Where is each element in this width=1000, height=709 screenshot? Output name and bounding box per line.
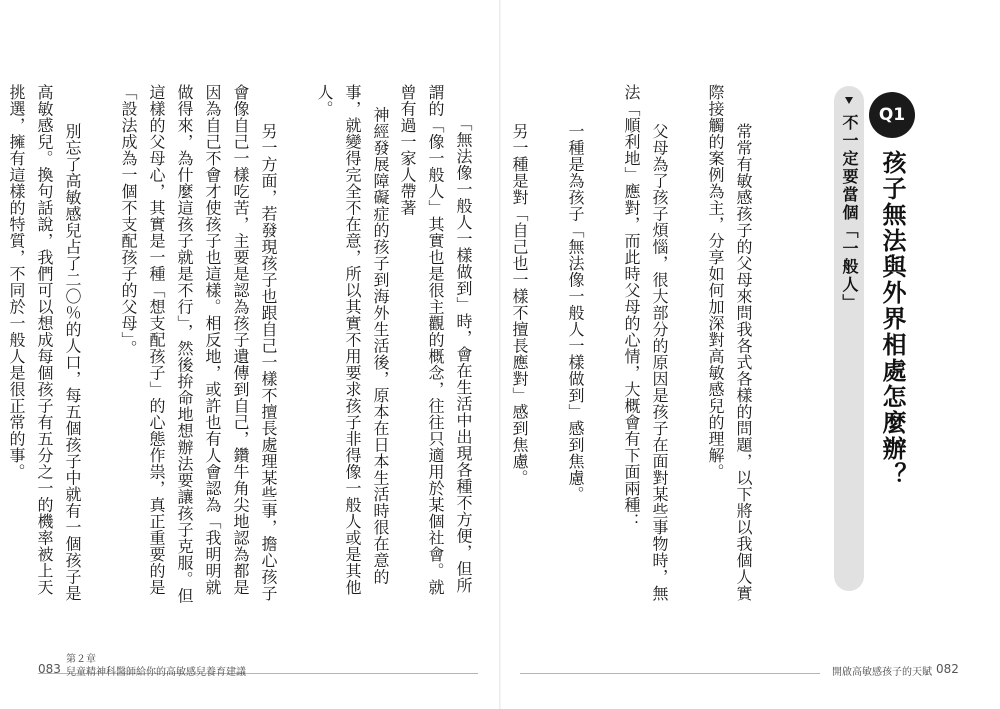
paragraph: 另一種是對「自己也一樣不擅長應對」感到焦慮。 [510,106,529,486]
page-number-left: 083 [38,662,61,676]
right-footer-rule [520,673,820,674]
paragraph: 常常有敏感孩子的父母來問我各式各樣的問題，以下將以我個人實際接觸的案例為主，分享如何加深對高敏感兒的理解。 [706,84,753,602]
page-number-right: 082 [936,662,959,676]
paragraph: 別忘了高敏感兒占了二〇％的人口，每五個孩子中就有一個孩子是高敏感兒。換句話說，我們可以想成每個孩子有五分之一的機率被上天挑選，擁有這樣的特質，不同於一般人是很正常的事。 [7,84,82,602]
paragraph: 另一方面，若發現孩子也跟自己一樣不擅長處理某些事，擔心孩子會像自己一樣吃苦，主要是認為孩子遺傳到自己，鑽牛角尖地認為都是因為自己不會才使孩子也這樣。相反地，或許也有人會認為「我明明就做得來，為什麼這孩子就是不行」，然後拚命地想辦法要讓孩子克服。但這樣的父母心，其實是一種「想支配孩子」的心態作祟，真正重要的是「設法成為一個不支配孩子的父母」。 [119,84,278,604]
paragraph: 父母為了孩子煩惱，很大部分的原因是孩子在面對某些事物時，無法「順利地」應對，而此時父母的心情，大概會有下面兩種： [622,84,669,602]
question-badge: Q1 [869,92,915,138]
paragraph: 一種是為孩子「無法像一般人一樣做到」感到焦慮。 [566,106,585,503]
paragraph: 神經發展障礙症的孩子到海外生活後，原本在日本生活時很在意的事，就變得完全不在意，所以其實不用要求孩子非得像一般人或是其他人。 [315,84,390,596]
paragraph: 「無法像一般人一樣做到」時，會在生活中出現各種不方便，但所謂的「像一般人」其實也是很主觀的概念，往往只適用於某個社會。就曾有過一家人帶著 [398,84,473,596]
footer-chapter: 第２章 [66,654,96,665]
left-page-body-text [7,84,422,604]
footer-running-title: 開啟高敏感孩子的天賦 [832,667,932,678]
page-gutter [499,0,501,709]
page-title: 孩子無法與外界相處怎麼辦？ [878,150,906,488]
footer-book-title: 兒童精神科醫師給你的高敏感兒養育建議 [66,667,246,678]
triangle-marker-icon [845,97,853,104]
right-page-body-text [398,84,785,604]
section-subtitle: 不一定要當個「一般人」 [840,114,859,312]
